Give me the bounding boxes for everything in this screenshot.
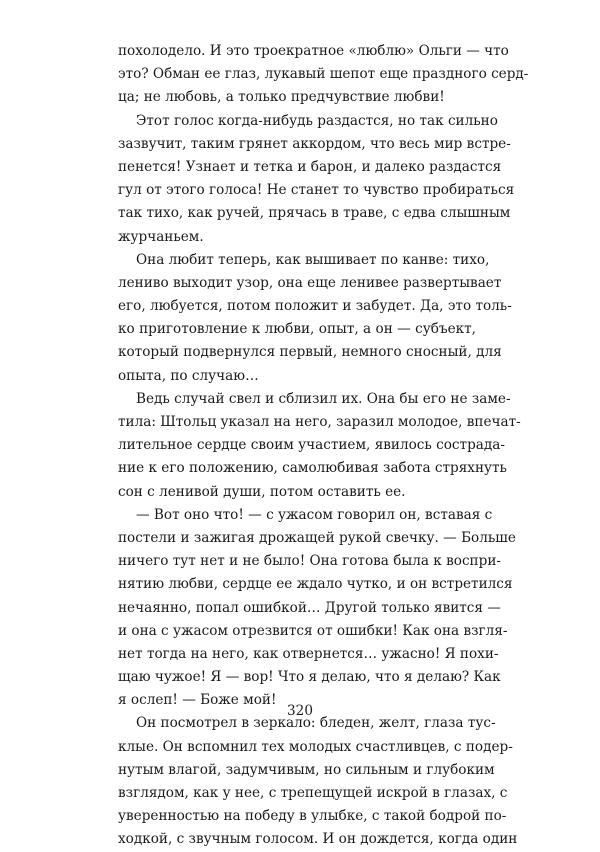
text-line: щаю чужое! Я — вор! Что я делаю, что я делаю? Как: [118, 669, 501, 686]
text-line: ходкой, с звучным голосом. И он дождется, когда один: [118, 831, 518, 848]
text-line: уверенностью на победу в улыбке, с такой бодрой по-: [118, 808, 507, 825]
text-line: так тихо, как ручей, прячась в траве, с едва слышным: [118, 205, 511, 222]
text-line: взглядом, как у нее, с трепещущей искрой в глазах, с: [118, 785, 508, 801]
text-line: клые. Он вспомнил тех молодых счастливцев, с подер-: [118, 738, 513, 755]
text-line: который подвернулся первый, немного сносный, для: [118, 344, 502, 361]
text-line: Ведь случай свел и сблизил их. Она бы его не заме-: [136, 390, 511, 407]
text-line: нет тогда на него, как отвернется… ужасно! Я похи-: [118, 645, 499, 662]
text-line: я ослеп! — Боже мой!: [118, 692, 277, 709]
text-line: Она любит теперь, как вышивает по канве: тихо,: [136, 251, 490, 268]
text-line: нутым влагой, задумчивым, но сильным и глубоким: [118, 761, 495, 778]
text-line: пенется! Узнает и тетка и барон, и далеко раздастся: [118, 158, 502, 175]
text-line: гул от этого голоса! Не станет то чувство пробираться: [118, 182, 515, 199]
text-line: сон с ленивой души, потом оставить ее.: [118, 483, 406, 500]
text-line: тила: Штольц указал на него, заразил молодое, впечат-: [118, 414, 521, 430]
page-body-text: [118, 40, 529, 852]
text-line: постели и зажигая дрожащей рукой свечку. — Больше: [118, 529, 516, 546]
text-line: Этот голос когда-нибудь раздастся, но так сильно: [136, 112, 498, 129]
text-line: похолодело. И это троекратное «люблю» Ольги — что: [118, 43, 509, 59]
page-number: 320: [287, 703, 313, 719]
text-line: ничего тут нет и не было! Она готова была к воспри-: [118, 553, 501, 570]
text-line: и она с ужасом отрезвится от ошибки! Как она взгля-: [118, 622, 508, 639]
text-line: ца; не любовь, а только предчувствие любви!: [118, 89, 445, 106]
text-line: — Вот оно что! — с ужасом говорил он, вставая с: [136, 506, 493, 523]
text-line: лениво выходит узор, она еще ленивее развертывает: [118, 274, 502, 291]
text-line: журчаньем.: [118, 228, 204, 245]
text-line: нечаянно, попал ошибкой… Другой только явится —: [118, 599, 501, 616]
text-line: это? Обман ее глаз, лукавый шепот еще праздного серд-: [118, 66, 529, 83]
text-line: его, любуется, потом положит и забудет. Да, это толь-: [118, 298, 512, 315]
text-line: зазвучит, таким грянет аккордом, что весь мир встре-: [118, 135, 511, 152]
text-line: опыта, по случаю…: [118, 367, 259, 384]
text-line: ко приготовление к любви, опыт, а он — субъект,: [118, 321, 476, 338]
text-line: лительное сердце своим участием, явилось сострада-: [118, 437, 505, 454]
text-line: ние к его положению, самолюбивая забота стряхнуть: [118, 460, 507, 477]
text-line: Он посмотрел в зеркало: бледен, желт, глаза тус-: [136, 715, 496, 732]
text-line: нятию любви, сердце ее ждало чутко, и он встретился: [118, 576, 513, 593]
